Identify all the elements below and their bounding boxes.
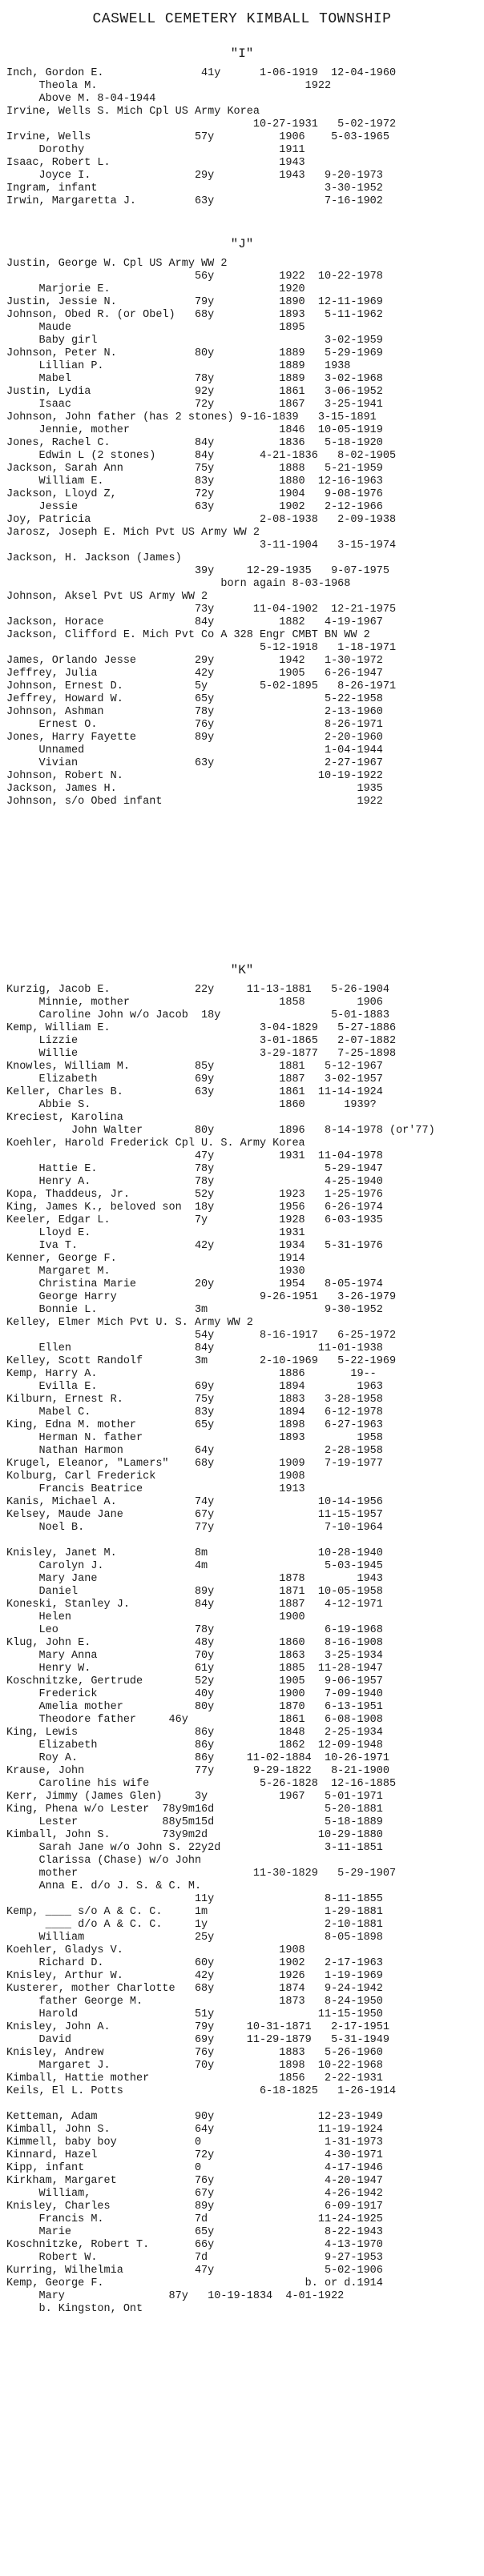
record-line: Edwin L (2 stones) 84y 4-21-1836 8-02-1905 xyxy=(6,450,397,462)
record-line: Marjorie E. 1920 xyxy=(6,283,305,295)
record-line: Irwin, Margaretta J. 63y 7-16-1902 xyxy=(6,195,383,207)
record-line: Knisley, Arthur W. 42y 1926 1-19-1969 xyxy=(6,1970,383,1982)
record-line: Jeffrey, Howard W. 65y 5-22-1958 xyxy=(6,693,383,705)
record-line: ____ d/o A & C. C. 1y 2-10-1881 xyxy=(6,1919,383,1931)
record-line: Dorothy 1911 xyxy=(6,144,305,156)
record-line: 73y 11-04-1902 12-21-1975 xyxy=(6,604,397,616)
record-line: King, Phena w/o Lester 78y9m16d 5-20-1881 xyxy=(6,1804,383,1816)
record-line: Lizzie 3-01-1865 2-07-1882 xyxy=(6,1035,397,1047)
record-line: 47y 1931 11-04-1978 xyxy=(6,1150,383,1162)
record-line: William E. 83y 1880 12-16-1963 xyxy=(6,475,383,488)
record-line: Kanis, Michael A. 74y 10-14-1956 xyxy=(6,1496,383,1508)
record-line: Kimball, John S. 64y 11-19-1924 xyxy=(6,2124,383,2136)
record-line: Robert W. 7d 9-27-1953 xyxy=(6,2252,383,2264)
record-line: James, Orlando Jesse 29y 1942 1-30-1972 xyxy=(6,655,383,667)
record-line: Isaac 72y 1867 3-25-1941 xyxy=(6,399,383,411)
record-line: Irvine, Wells S. Mich Cpl US Army Korea xyxy=(6,106,260,118)
record-line: Jones, Rachel C. 84y 1836 5-18-1920 xyxy=(6,437,383,449)
record-line: Evilla E. 69y 1894 1963 xyxy=(6,1381,383,1393)
record-line: Nathan Harmon 64y 2-28-1958 xyxy=(6,1445,383,1457)
record-line: Lillian P. 1889 1938 xyxy=(6,360,351,372)
record-line: 10-27-1931 5-02-1972 xyxy=(6,118,397,130)
record-line: Daniel 89y 1871 10-05-1958 xyxy=(6,1586,383,1598)
record-line: Johnson, Aksel Pvt US Army WW 2 xyxy=(6,591,208,603)
record-line: Henry A. 78y 4-25-1940 xyxy=(6,1176,383,1188)
record-line: Jones, Harry Fayette 89y 2-20-1960 xyxy=(6,732,383,744)
record-line: father George M. 1873 8-24-1950 xyxy=(6,1996,383,2008)
record-line: Joy, Patricia 2-08-1938 2-09-1938 xyxy=(6,514,397,526)
record-line: 56y 1922 10-22-1978 xyxy=(6,271,383,283)
record-line: Kelley, Elmer Mich Pvt U. S. Army WW 2 xyxy=(6,1317,253,1329)
record-line: Theola M. 1922 xyxy=(6,80,332,92)
record-line: Elizabeth 86y 1862 12-09-1948 xyxy=(6,1739,383,1751)
record-line: 54y 8-16-1917 6-25-1972 xyxy=(6,1330,397,1342)
record-line: Jarosz, Joseph E. Mich Pvt US Army WW 2 xyxy=(6,527,260,539)
record-line: Iva T. 42y 1934 5-31-1976 xyxy=(6,1240,383,1252)
record-line: Keeler, Edgar L. 7y 1928 6-03-1935 xyxy=(6,1214,383,1226)
record-line: Mary Jane 1878 1943 xyxy=(6,1573,383,1585)
record-line: 11y 8-11-1855 xyxy=(6,1893,383,1905)
record-line: Knisley, Janet M. 8m 10-28-1940 xyxy=(6,1547,383,1559)
record-line: Mary Anna 70y 1863 3-25-1934 xyxy=(6,1650,383,1662)
record-line: Keller, Charles B. 63y 1861 11-14-1924 xyxy=(6,1086,383,1098)
record-line: Knisley, Andrew 76y 1883 5-26-1960 xyxy=(6,2047,383,2059)
record-line: Kemp, William E. 3-04-1829 5-27-1886 xyxy=(6,1022,397,1034)
record-line: Christina Marie 20y 1954 8-05-1974 xyxy=(6,1278,383,1290)
record-line: Hattie E. 78y 5-29-1947 xyxy=(6,1163,383,1175)
record-line: 5-12-1918 1-18-1971 xyxy=(6,642,397,654)
record-line: William 25y 8-05-1898 xyxy=(6,1932,383,1944)
record-line: Jeffrey, Julia 42y 1905 6-26-1947 xyxy=(6,668,383,680)
record-line: Kolburg, Carl Frederick 1908 xyxy=(6,1471,305,1483)
record-line: Lester 88y5m15d 5-18-1889 xyxy=(6,1816,383,1828)
record-line: Noel B. 77y 7-10-1964 xyxy=(6,1522,383,1534)
record-line: John Walter 80y 1896 8-14-1978 (or'77) xyxy=(6,1125,435,1137)
record-line: Kelley, Scott Randolf 3m 2-10-1969 5-22-1969 xyxy=(6,1355,397,1367)
record-line: Abbie S. 1860 1939? xyxy=(6,1099,377,1111)
section-j-entries xyxy=(6,258,484,809)
record-line: Kreciest, Karolina xyxy=(6,1112,123,1124)
record-line: Mary 87y 10-19-1834 4-01-1922 xyxy=(6,2290,345,2302)
record-line: Henry W. 61y 1885 11-28-1947 xyxy=(6,1663,383,1675)
record-line: Richard D. 60y 1902 2-17-1963 xyxy=(6,1957,383,1969)
record-line: David 69y 11-29-1879 5-31-1949 xyxy=(6,2034,389,2046)
record-line: Jennie, mother 1846 10-05-1919 xyxy=(6,424,383,436)
record-line: Krugel, Eleanor, "Lamers" 68y 1909 7-19-1977 xyxy=(6,1458,383,1470)
record-line: Justin, Lydia 92y 1861 3-06-1952 xyxy=(6,386,383,398)
record-line: Mabel C. 83y 1894 6-12-1978 xyxy=(6,1406,383,1418)
record-line: Maude 1895 xyxy=(6,322,305,334)
record-line: Inch, Gordon E. 41y 1-06-1919 12-04-1960 xyxy=(6,67,397,79)
record-line: Kerr, Jimmy (James Glen) 3y 1967 5-01-1971 xyxy=(6,1791,383,1803)
record-line: Above M. 8-04-1944 xyxy=(6,93,156,105)
record-line: King, James K., beloved son 18y 1956 6-26-1974 xyxy=(6,1202,383,1214)
record-line: Kimball, John S. 73y9m2d 10-29-1880 xyxy=(6,1829,383,1841)
record-line: Irvine, Wells 57y 1906 5-03-1965 xyxy=(6,131,389,143)
record-line: Caroline his wife 5-26-1828 12-16-1885 xyxy=(6,1778,397,1790)
record-line: Francis M. 7d 11-24-1925 xyxy=(6,2213,383,2225)
record-line: Unnamed 1-04-1944 xyxy=(6,744,383,756)
record-line: Kilburn, Ernest R. 75y 1883 3-28-1958 xyxy=(6,1394,383,1406)
record-line: Harold 51y 11-15-1950 xyxy=(6,2008,383,2020)
record-line: Johnson, Obed R. (or Obel) 68y 1893 5-11-1962 xyxy=(6,309,383,321)
record-line: Kemp, Harry A. 1886 19-- xyxy=(6,1368,377,1380)
record-line: Kurring, Wilhelmia 47y 5-02-1906 xyxy=(6,2265,383,2277)
record-line: Johnson, Ashman 78y 2-13-1960 xyxy=(6,706,383,718)
record-line: 39y 12-29-1935 9-07-1975 xyxy=(6,565,389,577)
record-line: William, 67y 4-26-1942 xyxy=(6,2188,383,2200)
record-line: Willie 3-29-1877 7-25-1898 xyxy=(6,1048,397,1060)
record-line: Jackson, Horace 84y 1882 4-19-1967 xyxy=(6,616,383,628)
record-line: Koschnitzke, Gertrude 52y 1905 9-06-1957 xyxy=(6,1675,383,1687)
record-line: Francis Beatrice 1913 xyxy=(6,1483,305,1495)
record-line: Kimmell, baby boy 0 1-31-1973 xyxy=(6,2137,383,2149)
record-line: Jessie 63y 1902 2-12-1966 xyxy=(6,501,383,513)
section-k-entries xyxy=(6,984,484,2316)
section-letter-k: "K" xyxy=(230,963,254,977)
record-line: Kurzig, Jacob E. 22y 11-13-1881 5-26-1904 xyxy=(6,984,389,996)
record-line: Isaac, Robert L. 1943 xyxy=(6,157,305,169)
section-letter-j: "J" xyxy=(230,237,254,251)
record-line: Clarissa (Chase) w/o John xyxy=(6,1855,202,1867)
record-line: Koehler, Harold Frederick Cpl U. S. Army Korea xyxy=(6,1138,305,1150)
record-line: b. Kingston, Ont xyxy=(6,2303,143,2315)
record-line: King, Lewis 86y 1848 2-25-1934 xyxy=(6,1727,383,1739)
record-line: Johnson, Ernest D. 5y 5-02-1895 8-26-1971 xyxy=(6,680,397,692)
record-line: Knisley, Charles 89y 6-09-1917 xyxy=(6,2201,383,2213)
record-line: Johnson, Peter N. 80y 1889 5-29-1969 xyxy=(6,347,383,359)
record-line: Jackson, Sarah Ann 75y 1888 5-21-1959 xyxy=(6,463,383,475)
record-line: Mabel 78y 1889 3-02-1968 xyxy=(6,373,383,385)
record-line: Kimball, Hattie mother 1856 2-22-1931 xyxy=(6,2072,383,2084)
record-line: Kipp, infant 0 4-17-1946 xyxy=(6,2162,383,2174)
record-line: Krause, John 77y 9-29-1822 8-21-1900 xyxy=(6,1765,389,1777)
record-line: Caroline John w/o Jacob 18y 5-01-1883 xyxy=(6,1009,389,1021)
record-line: Kinnard, Hazel 72y 4-30-1971 xyxy=(6,2149,383,2161)
record-line: Kenner, George F. 1914 xyxy=(6,1253,305,1265)
record-line: Koehler, Gladys V. 1908 xyxy=(6,1944,305,1956)
record-line: Joyce I. 29y 1943 9-20-1973 xyxy=(6,170,383,182)
record-line: Ingram, infant 3-30-1952 xyxy=(6,183,383,195)
record-line: Jackson, H. Jackson (James) xyxy=(6,552,182,564)
record-line: Kemp, ____ s/o A & C. C. 1m 1-29-1881 xyxy=(6,1906,383,1918)
record-line: Kopa, Thaddeus, Jr. 52y 1923 1-25-1976 xyxy=(6,1189,383,1201)
record-line: Klug, John E. 48y 1860 8-16-1908 xyxy=(6,1637,383,1649)
record-line: Kirkham, Margaret 76y 4-20-1947 xyxy=(6,2175,383,2187)
record-line: Theodore father 46y 1861 6-08-1908 xyxy=(6,1714,383,1726)
record-line: Frederick 40y 1900 7-09-1940 xyxy=(6,1688,383,1700)
record-line xyxy=(6,2098,484,2111)
record-line: Marie 65y 8-22-1943 xyxy=(6,2226,383,2238)
record-line: mother 11-30-1829 5-29-1907 xyxy=(6,1868,397,1880)
record-line: Ketteman, Adam 90y 12-23-1949 xyxy=(6,2111,383,2123)
record-line: Vivian 63y 2-27-1967 xyxy=(6,757,383,769)
record-line: Carolyn J. 4m 5-03-1945 xyxy=(6,1560,383,1572)
record-line: Koschnitzke, Robert T. 66y 4-13-1970 xyxy=(6,2239,383,2251)
record-line: Jackson, Clifford E. Mich Pvt Co A 328 Engr CMBT BN WW 2 xyxy=(6,629,370,641)
record-line: Knowles, William M. 85y 1881 5-12-1967 xyxy=(6,1061,383,1073)
record-line: Lloyd E. 1931 xyxy=(6,1227,305,1239)
record-line xyxy=(6,1535,484,1547)
record-line: Ernest O. 76y 8-26-1971 xyxy=(6,719,383,731)
record-line: Elizabeth 69y 1887 3-02-1957 xyxy=(6,1073,383,1085)
record-line: Johnson, s/o Obed infant 1922 xyxy=(6,796,383,808)
record-line: 3-11-1904 3-15-1974 xyxy=(6,540,397,552)
record-line: Koneski, Stanley J. 84y 1887 4-12-1971 xyxy=(6,1599,383,1611)
record-line: Helen 1900 xyxy=(6,1611,305,1623)
record-line: George Harry 9-26-1951 3-26-1979 xyxy=(6,1291,397,1303)
page-title: CASWELL CEMETERY KIMBALL TOWNSHIP xyxy=(92,11,392,27)
record-line: Justin, George W. Cpl US Army WW 2 xyxy=(6,258,228,270)
record-line: Leo 78y 6-19-1968 xyxy=(6,1624,383,1636)
record-line: Johnson, John father (has 2 stones) 9-16-1839 3-15-1891 xyxy=(6,411,377,423)
record-line: Anna E. d/o J. S. & C. M. xyxy=(6,1880,202,1892)
record-line: Minnie, mother 1858 1906 xyxy=(6,997,383,1009)
record-line: Bonnie L. 3m 9-30-1952 xyxy=(6,1304,383,1316)
record-line: Margaret J. 70y 1898 10-22-1968 xyxy=(6,2060,383,2072)
record-line: born again 8-03-1968 xyxy=(6,578,351,590)
record-line: Keils, El L. Potts 6-18-1825 1-26-1914 xyxy=(6,2085,397,2097)
record-line: Jackson, Lloyd Z, 72y 1904 9-08-1976 xyxy=(6,488,383,500)
record-line: Kelsey, Maude Jane 67y 11-15-1957 xyxy=(6,1509,383,1521)
record-line: Amelia mother 80y 1870 6-13-1951 xyxy=(6,1701,383,1713)
record-line: Kemp, George F. b. or d.1914 xyxy=(6,2277,383,2289)
record-line: King, Edna M. mother 65y 1898 6-27-1963 xyxy=(6,1419,383,1431)
record-line: Knisley, John A. 79y 10-31-1871 2-17-1951 xyxy=(6,2021,389,2033)
record-line: Sarah Jane w/o John S. 22y2d 3-11-1851 xyxy=(6,1842,383,1854)
record-line: Baby girl 3-02-1959 xyxy=(6,335,383,347)
record-line: Johnson, Robert N. 10-19-1922 xyxy=(6,770,383,782)
section-i-entries xyxy=(6,67,484,208)
record-line: Roy A. 86y 11-02-1884 10-26-1971 xyxy=(6,1752,389,1764)
record-line: Justin, Jessie N. 79y 1890 12-11-1969 xyxy=(6,296,383,308)
section-letter-i: "I" xyxy=(230,46,254,61)
record-line: Kusterer, mother Charlotte 68y 1874 9-24-1942 xyxy=(6,1983,383,1995)
record-line: Margaret M. 1930 xyxy=(6,1266,305,1278)
record-line: Ellen 84y 11-01-1938 xyxy=(6,1342,383,1354)
record-line: Herman N. father 1893 1958 xyxy=(6,1432,383,1444)
record-line: Jackson, James H. 1935 xyxy=(6,783,383,795)
